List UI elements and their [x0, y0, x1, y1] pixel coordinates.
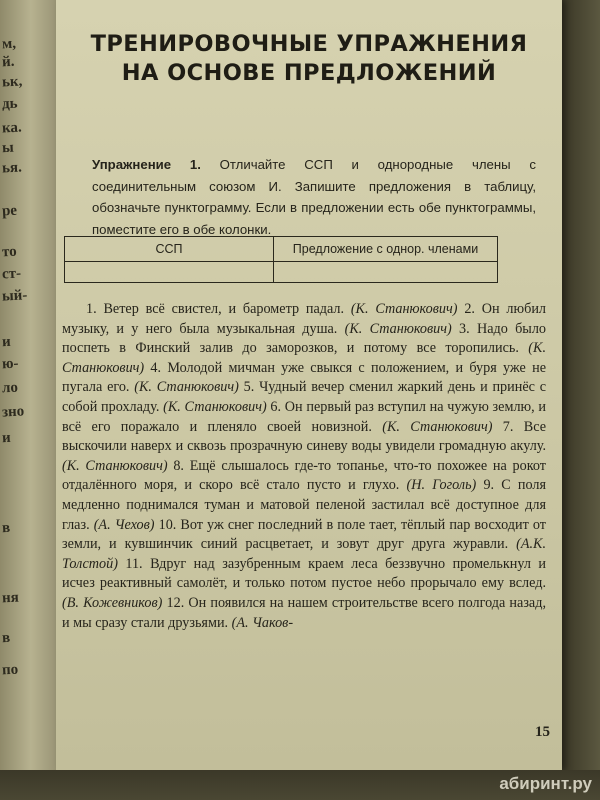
sentence: 1. Ветер всё свистел, и барометр падал. (К. Станюкович) [86, 301, 458, 317]
sentence: 3. Надо было поспеть в Финский залив до заморозков, и потому все торопились. (К. Станюкович) [62, 320, 546, 376]
exercise-instructions [92, 154, 536, 240]
spine-fragment: и [1, 429, 12, 447]
spine-fragment: ья. [1, 159, 23, 177]
exercise-label: Упражнение 1. [92, 157, 201, 172]
sentence: 12. Он появился на нашем строительстве всего полгода назад, и мы сразу стали друзьями. (А. Чаков- [62, 594, 546, 631]
spine-fragment: ьк, [1, 73, 23, 91]
title-line-1: ТРЕНИРОВОЧНЫЕ УПРАЖНЕНИЯ [90, 31, 528, 57]
spine-fragment: ре [1, 202, 18, 220]
page-title [56, 30, 562, 88]
sentence: 2. Он любил музыку, и у него была музыкальная душа. (К. Станюкович) [62, 301, 546, 337]
page-shadow-edge [562, 0, 600, 770]
book-page [56, 0, 562, 770]
exercise-sentences [62, 300, 546, 633]
sentence: 4. Молодой мичман уже свыкся с положением, и буря уже не пугала его. (К. Станюкович) [62, 359, 546, 396]
spine-fragment: ы [1, 139, 15, 157]
watermark: абиринт.ру [499, 774, 592, 793]
sentence: 6. Он первый раз вступил на чужую землю, и всё его поражало и пленяло своей новизной. (К. Станюкович) [62, 398, 546, 435]
spine-fragment: в [1, 519, 11, 537]
answer-table [64, 236, 498, 283]
sentence: 7. Все выскочили наверх и сквозь прозрачную синеву воды увидели громадную акулу. (К. Станюкович) [62, 418, 546, 474]
spine-fragment: ю- [1, 355, 19, 373]
title-line-2: НА ОСНОВЕ ПРЕДЛОЖЕНИЙ [121, 60, 497, 86]
table-cell-empty [274, 262, 498, 283]
spine-fragment: зно [1, 403, 25, 421]
spine-fragment: ка. [1, 119, 23, 137]
spine-fragment: ый- [1, 287, 28, 305]
sentence: 10. Вот уж снег последний в поле тает, тёплый пар восходит от земли, и кувшинчик синий расцветает, и зовут друг друга журавли. (А.К. Толстой) [62, 516, 546, 572]
spine-fragment: то [1, 243, 18, 261]
table-header-homogeneous: Предложение с однор. членами [274, 237, 498, 262]
spine-fragment: ст- [1, 265, 22, 283]
spine-fragment: в [1, 629, 11, 647]
spine-fragment: ня [1, 589, 20, 607]
spine-fragment: по [1, 661, 19, 679]
table-header-ssp: ССП [65, 237, 274, 262]
sentence: 5. Чудный вечер сменил жаркий день и принёс с собой прохладу. (К. Станюкович) [62, 379, 546, 415]
sentence: 11. Вдруг над зазубренным краем леса беззвучно промелькнул и исчез реактивный самолёт, и только потом пустое небо прорычало ему вслед. (В. Кожевников) [62, 555, 546, 611]
table-cell-empty [65, 262, 274, 283]
spine-fragment: дь [1, 95, 18, 113]
spine-fragment: и [1, 333, 12, 351]
adjacent-page-edge [0, 0, 56, 800]
spine-fragment: ло [1, 379, 19, 397]
sentence: 8. Ещё слышалось где-то топанье, что-то похожее на рокот отдалённого моря, и скоро всё стало пусто и глухо. (Н. Гоголь) [62, 457, 546, 494]
spine-fragment: м, [1, 35, 17, 53]
spine-fragment: й. [1, 53, 15, 71]
page-number: 15 [535, 724, 550, 740]
exercise-text: Отличайте ССП и однородные члены с соединительным союзом И. Запишите предложения в таблицу, обозначьте пунктограмму. Если в предложении есть обе пунктограммы, поместите его в обе колонки. [92, 157, 536, 237]
sentence: 9. С поля медленно поднимался туман и матовой пеленой застилал всё доступное для глаз. (А. Чехов) [62, 477, 546, 533]
